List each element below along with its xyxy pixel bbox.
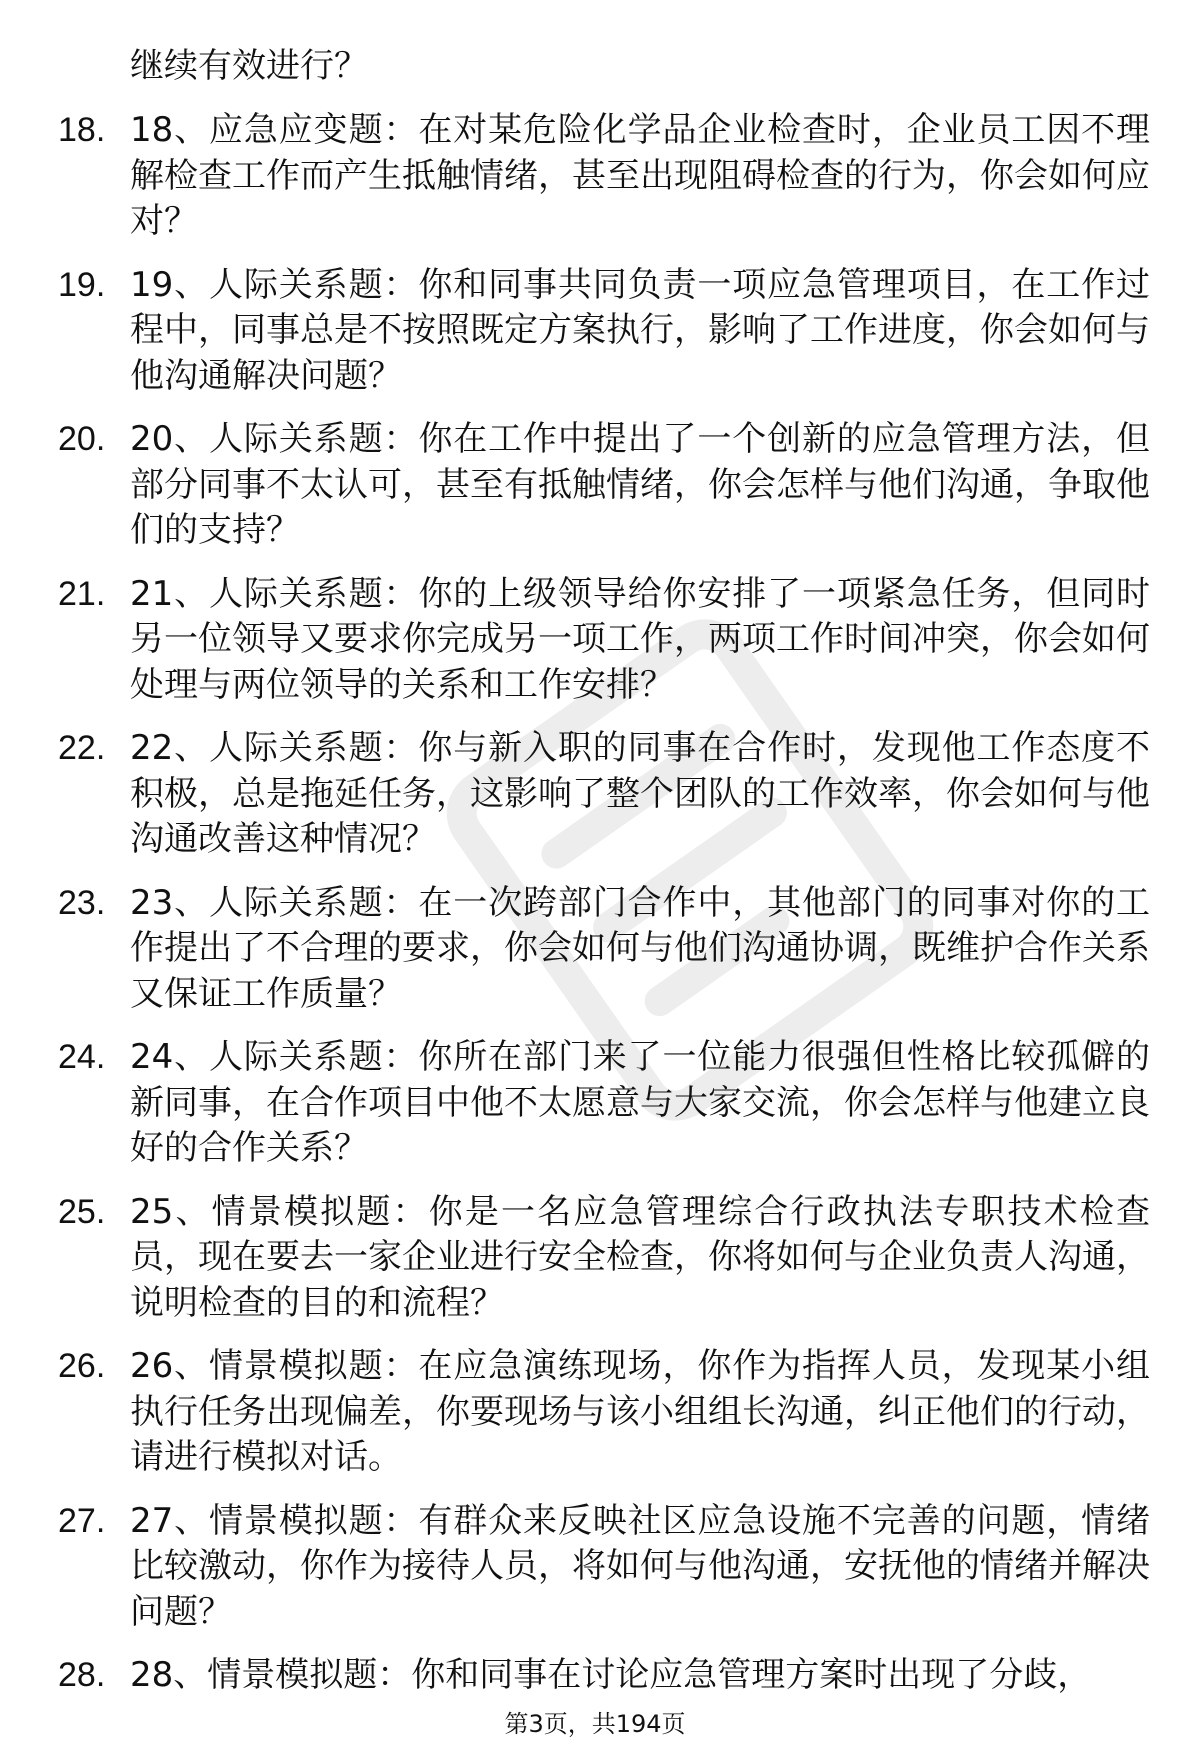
question-number: 21. (58, 574, 106, 613)
list-item (0, 726, 1190, 863)
list-item (0, 1190, 1190, 1327)
list-item (0, 108, 1190, 245)
question-text: 22、人际关系题：你与新入职的同事在合作时，发现他工作态度不积极，总是拖延任务，这影响了整个团队的工作效率，你会如何与他沟通改善这种情况？ (130, 728, 1150, 859)
question-number: 22. (58, 729, 106, 767)
question-number: 18. (58, 111, 106, 149)
question-text: 19、人际关系题：你和同事共同负责一项应急管理项目，在工作过程中，同事总是不按照既定方案执行，影响了工作进度，你会如何与他沟通解决问题？ (130, 264, 1150, 396)
question-text: 25、情景模拟题：你是一名应急管理综合行政执法专职技术检查员，现在要去一家企业进行安全检查，你将如何与企业负责人沟通，说明检查的目的和流程？ (130, 1191, 1150, 1323)
question-text: 27、情景模拟题：有群众来反映社区应急设施不完善的问题，情绪比较激动，你作为接待人员，将如何与他沟通，安抚他的情绪并解决问题？ (130, 1500, 1150, 1632)
question-number: 25. (58, 1192, 106, 1231)
list-item (0, 417, 1190, 554)
list-item (0, 881, 1190, 1018)
question-text: 21、人际关系题：你的上级领导给你安排了一项紧急任务，但同时另一位领导又要求你完成另一项工作，两项工作时间冲突，你会如何处理与两位领导的关系和工作安排？ (130, 573, 1150, 705)
question-number: 19. (58, 265, 106, 304)
list-item (0, 1499, 1190, 1636)
question-text: 18、应急应变题：在对某危险化学品企业检查时，企业员工因不理解检查工作而产生抵触情绪，甚至出现阻碍检查的行为，你会如何应对？ (130, 110, 1150, 241)
question-text: 28、情景模拟题：你和同事在讨论应急管理方案时出现了分歧， (130, 1655, 1092, 1695)
question-text: 24、人际关系题：你所在部门来了一位能力很强但性格比较孤僻的新同事，在合作项目中他不太愿意与大家交流，你会怎样与他建立良好的合作关系？ (130, 1037, 1150, 1168)
list-item (0, 1344, 1190, 1481)
question-text: 26、情景模拟题：在应急演练现场，你作为指挥人员，发现某小组执行任务出现偏差，你要现场与该小组组长沟通，纠正他们的行动，请进行模拟对话。 (130, 1346, 1150, 1477)
list-item (0, 263, 1190, 400)
question-number: 20. (58, 420, 106, 458)
question-list (0, 108, 1190, 1717)
question-number: 23. (58, 883, 106, 922)
list-item (0, 1035, 1190, 1172)
list-item (0, 572, 1190, 709)
list-item (0, 1653, 1190, 1699)
continuation-text: 继续有效进行？ (130, 46, 368, 86)
question-number: 24. (58, 1038, 106, 1076)
question-number: 27. (58, 1501, 106, 1540)
question-number: 26. (58, 1347, 106, 1385)
question-text: 20、人际关系题：你在工作中提出了一个创新的应急管理方法，但部分同事不太认可，甚至有抵触情绪，你会怎样与他们沟通，争取他们的支持？ (130, 419, 1150, 550)
question-text: 23、人际关系题：在一次跨部门合作中，其他部门的同事对你的工作提出了不合理的要求，你会如何与他们沟通协调，既维护合作关系又保证工作质量？ (130, 882, 1150, 1014)
page-footer: 第3页，共194页 (504, 1710, 686, 1738)
question-number: 28. (58, 1656, 106, 1694)
